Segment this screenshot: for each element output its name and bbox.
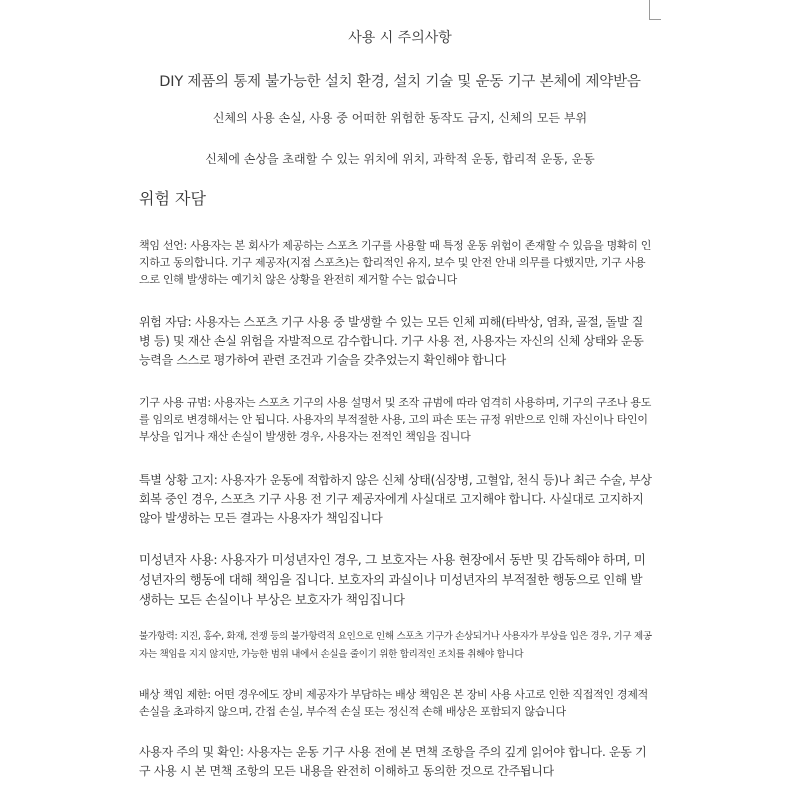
page-subtitle: DIY 제품의 통제 불가능한 설치 환경, 설치 기술 및 운동 기구 본체에 제약받음: [159, 74, 641, 90]
section-heading: 위험 자담: [139, 189, 206, 208]
paragraph-special-condition-notice: 특별 상황 고지: 사용자가 운동에 적합하지 않은 신체 상태(심장병, 고혈압, 천식 등)나 최근 수술, 부상 회복 중인 경우, 스포츠 기구 사용 전 기구 제공자에게 사실대로 고지해야 합니다. 사실대로 고지하지 않아 발생하는 모든 결과는 사용자가 책임집니다: [139, 473, 652, 525]
page-corner-mark: [649, 0, 650, 20]
paragraph-minor-usage: 미성년자 사용: 사용자가 미성년자인 경우, 그 보호자는 사용 현장에서 동반 및 감독해야 하며, 미성년자의 행동에 대해 책임을 집니다. 보호자의 과실이나 미성년자의 부적절한 행동으로 인해 발생하는 모든 손실이나 부상은 보호자가 책임집니다: [139, 552, 646, 607]
paragraph-user-confirmation: 사용자 주의 및 확인: 사용자는 운동 기구 사용 전에 본 면책 조항을 주의 깊게 읽어야 합니다. 운동 기구 사용 시 본 면책 조항의 모든 내용을 완전히 이해하고 동의한 것으로 간주됩니다: [139, 745, 647, 778]
paragraph-usage-rules: 기구 사용 규범: 사용자는 스포츠 기구의 사용 설명서 및 조작 규범에 따라 엄격히 사용하며, 기구의 구조나 용도를 임의로 변경해서는 안 됩니다. 사용자의 부적절한 사용, 고의 파손 또는 규정 위반으로 인해 자신이나 타인이 부상을 입거나 재산 손실이 발생한 경우, 사용자는 전적인 책임을 집니다: [139, 396, 652, 443]
page-title: 사용 시 주의사항: [348, 30, 452, 46]
paragraph-liability-limit: 배상 책임 제한: 어떤 경우에도 장비 제공자가 부담하는 배상 책임은 본 장비 사용 사고로 인한 직접적인 경제적 손실을 초과하지 않으며, 간접 손실, 부수적 손실 또는 정신적 손해 배상은 포함되지 않습니다: [139, 688, 648, 718]
paragraph-risk-assumption: 위험 자담: 사용자는 스포츠 기구 사용 중 발생할 수 있는 모든 인체 피해(타박상, 염좌, 골절, 돌발 질병 등) 및 재산 손실 위험을 자발적으로 감수합니다. 기구 사용 전, 사용자는 자신의 신체 상태와 운동 능력을 스스로 평가하여 관련 조건과 기술을 갖추었는지 확인해야 합니다: [139, 315, 644, 367]
paragraph-liability-declaration: 책임 선언: 사용자는 본 회사가 제공하는 스포츠 기구를 사용할 때 특정 운동 위험이 존재할 수 있음을 명확히 인지하고 동의합니다. 기구 제공자(지점 스포츠)는 합리적인 유지, 보수 및 안전 안내 의무를 다했지만, 기구 사용으로 인해 발생하는 예기치 않은 상황을 완전히 제거할 수는 없습니다: [139, 239, 652, 286]
page-corner-mark-horizontal: [649, 19, 661, 20]
intro-note-line-2: 신체에 손상을 초래할 수 있는 위치에 위치, 과학적 운동, 합리적 운동, 운동: [205, 152, 595, 166]
intro-note-line-1: 신체의 사용 손실, 사용 중 어떠한 위험한 동작도 금지, 신체의 모든 부위: [212, 111, 588, 125]
paragraph-force-majeure: 불가항력: 지진, 홍수, 화재, 전쟁 등의 불가항력적 요인으로 인해 스포츠 기구가 손상되거나 사용자가 부상을 입은 경우, 기구 제공자는 책임을 지지 않지만, 가능한 범위 내에서 손실을 줄이기 위한 합리적인 조치를 취해야 합니다: [139, 631, 652, 660]
